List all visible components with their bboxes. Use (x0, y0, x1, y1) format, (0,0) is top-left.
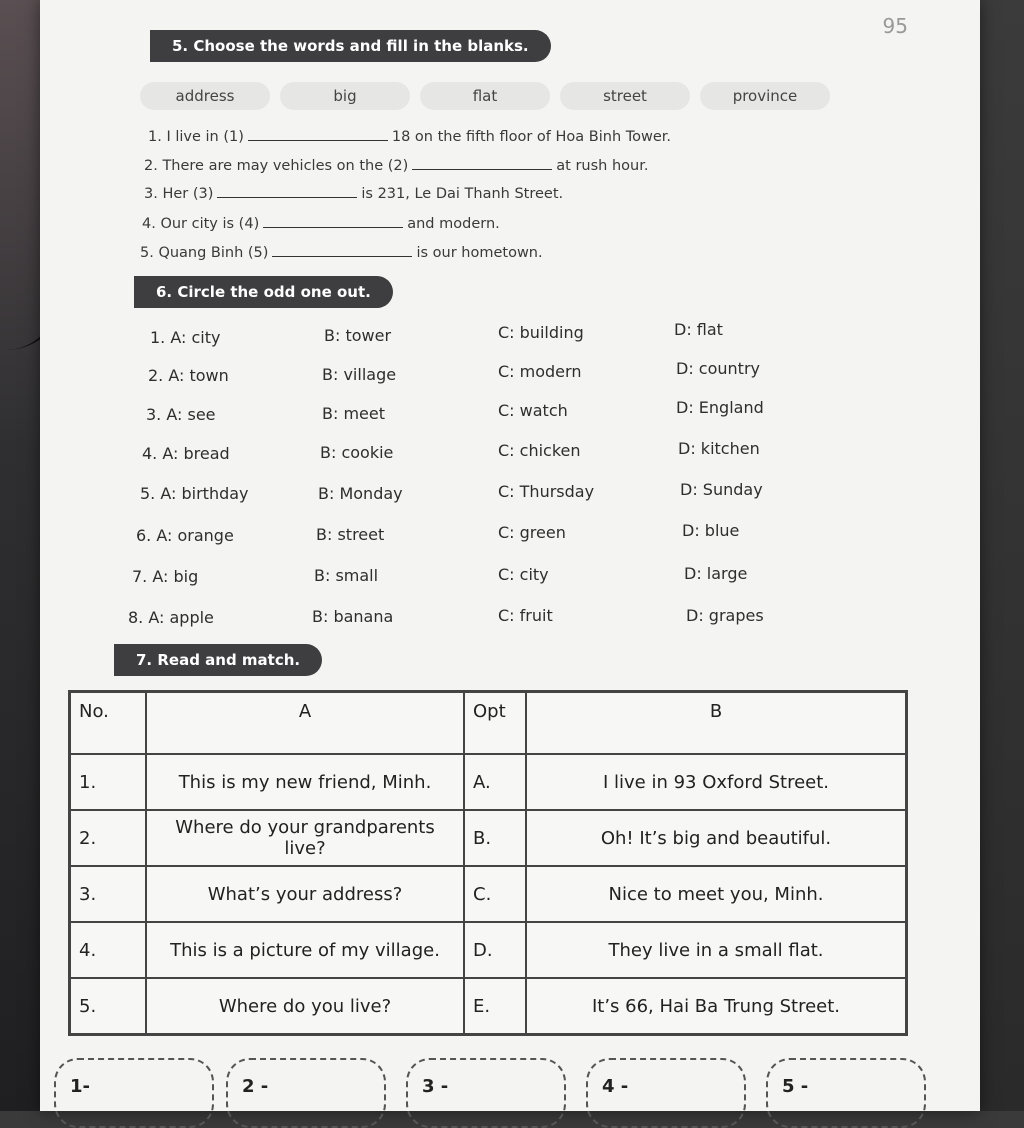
answer-box-4[interactable]: 4 - (586, 1058, 746, 1128)
word-option: address (140, 82, 270, 110)
odd-option[interactable]: D: kitchen (678, 439, 760, 458)
answer-blank[interactable] (263, 213, 403, 228)
odd-option[interactable]: 6. A: orange (136, 526, 234, 545)
answer-box-2[interactable]: 2 - (226, 1058, 386, 1128)
odd-option[interactable]: B: village (322, 365, 397, 384)
answer-box-1[interactable]: 1- (54, 1058, 214, 1128)
option-letter: B. (464, 810, 526, 866)
fill-item-5: 5. Quang Binh (5) is our hometown. (140, 242, 543, 261)
word-option: province (700, 82, 830, 110)
table-row (70, 810, 907, 866)
section7-title: 7. Read and match. (114, 644, 322, 676)
word-option: flat (420, 82, 550, 110)
column-header-no: No. (70, 692, 147, 755)
sentence-b: Nice to meet you, Minh. (526, 866, 907, 922)
sentence-a: What’s your address? (146, 866, 464, 922)
odd-option[interactable]: D: grapes (686, 606, 764, 625)
row-number: 5. (70, 978, 147, 1035)
odd-option[interactable]: B: street (316, 525, 385, 544)
sentence-a: This is a picture of my village. (146, 922, 464, 978)
answer-box-3[interactable]: 3 - (406, 1058, 566, 1128)
sentence-b: I live in 93 Oxford Street. (526, 754, 907, 810)
odd-option[interactable]: 1. A: city (150, 328, 221, 347)
sentence-a: Where do your grandparents live? (146, 810, 464, 866)
odd-option[interactable]: D: Sunday (680, 480, 763, 499)
answer-blank[interactable] (217, 183, 357, 198)
odd-option[interactable]: D: blue (682, 521, 740, 540)
odd-option[interactable]: B: Monday (318, 484, 403, 503)
worksheet-page (40, 0, 980, 1111)
row-number: 2. (70, 810, 147, 866)
table-row (70, 866, 907, 922)
sentence-b: It’s 66, Hai Ba Trung Street. (526, 978, 907, 1035)
word-option: street (560, 82, 690, 110)
option-letter: C. (464, 866, 526, 922)
table-row (70, 922, 907, 978)
answer-blank[interactable] (248, 126, 388, 141)
odd-option[interactable]: C: green (498, 523, 566, 542)
row-number: 3. (70, 866, 147, 922)
table-row (70, 978, 907, 1035)
odd-option[interactable]: B: cookie (320, 443, 394, 462)
odd-option[interactable]: 4. A: bread (142, 444, 230, 463)
odd-option[interactable]: D: flat (674, 320, 723, 339)
table-row (70, 754, 907, 810)
column-header-opt: Opt (464, 692, 526, 755)
odd-option[interactable]: C: fruit (498, 606, 553, 625)
odd-option[interactable]: C: building (498, 323, 584, 342)
matching-table (68, 690, 908, 1036)
odd-option[interactable]: D: large (684, 564, 748, 583)
sentence-a: This is my new friend, Minh. (146, 754, 464, 810)
section5-title: 5. Choose the words and fill in the blanks. (150, 30, 551, 62)
odd-option[interactable]: B: meet (322, 404, 385, 423)
pencil-scribble: 95 (882, 14, 908, 38)
fill-item-3: 3. Her (3) is 231, Le Dai Thanh Street. (144, 183, 563, 202)
option-letter: A. (464, 754, 526, 810)
odd-option[interactable]: 3. A: see (146, 405, 216, 424)
word-option: big (280, 82, 410, 110)
odd-option[interactable]: C: Thursday (498, 482, 595, 501)
odd-option[interactable]: B: banana (312, 607, 394, 626)
odd-option[interactable]: C: city (498, 565, 549, 584)
fill-item-2: 2. There are may vehicles on the (2) at rush hour. (144, 155, 648, 174)
sentence-a: Where do you live? (146, 978, 464, 1035)
odd-option[interactable]: D: England (676, 398, 764, 417)
odd-option[interactable]: C: watch (498, 401, 568, 420)
odd-option[interactable]: 5. A: birthday (140, 484, 249, 503)
answer-blank[interactable] (412, 155, 552, 170)
odd-option[interactable]: 8. A: apple (128, 608, 214, 627)
odd-option[interactable]: D: country (676, 359, 760, 378)
odd-option[interactable]: C: chicken (498, 441, 581, 460)
option-letter: E. (464, 978, 526, 1035)
odd-option[interactable]: C: modern (498, 362, 582, 381)
fill-item-1: 1. I live in (1) 18 on the fifth floor of Hoa Binh Tower. (148, 126, 671, 145)
row-number: 4. (70, 922, 147, 978)
column-header-a: A (146, 692, 464, 755)
sentence-b: Oh! It’s big and beautiful. (526, 810, 907, 866)
column-header-b: B (526, 692, 907, 755)
fill-item-4: 4. Our city is (4) and modern. (142, 213, 500, 232)
odd-option[interactable]: 7. A: big (132, 567, 199, 586)
option-letter: D. (464, 922, 526, 978)
answer-blank[interactable] (272, 242, 412, 257)
odd-option[interactable]: 2. A: town (148, 366, 229, 385)
table-header-row (70, 692, 907, 755)
odd-option[interactable]: B: small (314, 566, 379, 585)
answer-box-5[interactable]: 5 - (766, 1058, 926, 1128)
sentence-b: They live in a small flat. (526, 922, 907, 978)
section6-title: 6. Circle the odd one out. (134, 276, 393, 308)
row-number: 1. (70, 754, 147, 810)
odd-option[interactable]: B: tower (324, 326, 392, 345)
